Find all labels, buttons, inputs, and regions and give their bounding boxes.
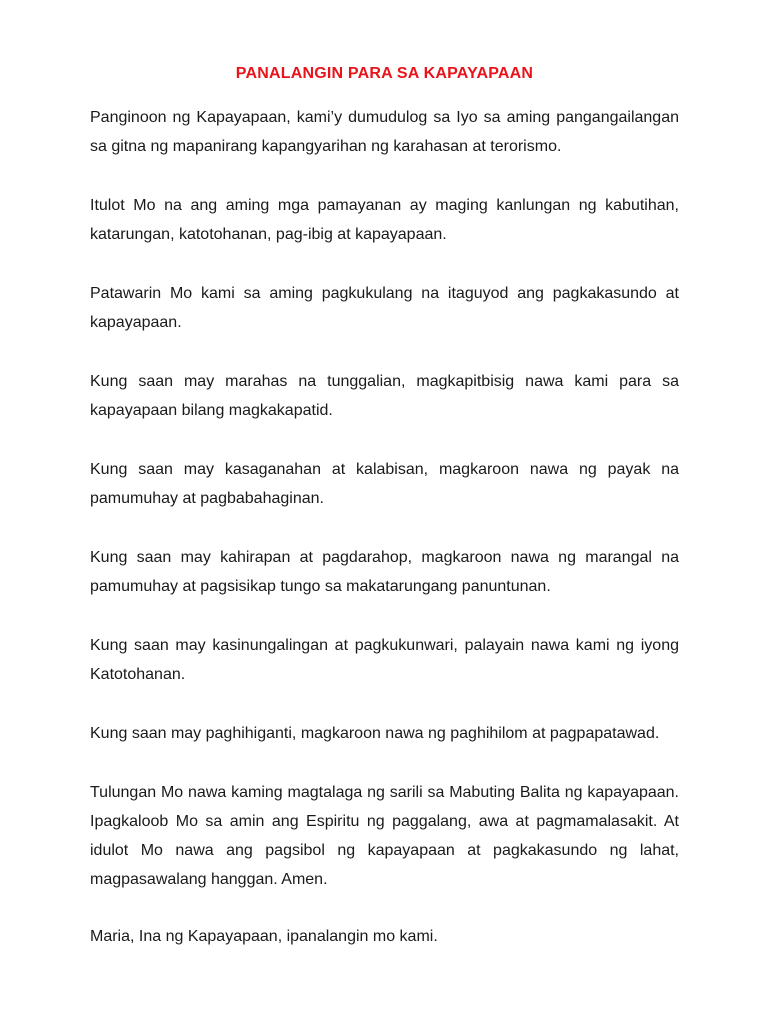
paragraph-9: Tulungan Mo nawa kaming magtalaga ng sarili sa Mabuting Balita ng kapayapaan. Ipagkaloob Mo sa amin ang Espiritu ng paggalang, awa at pagmamalasakit. At idulot Mo nawa ang pagsibol ng kapayapaan at pagkakasundo ng lahat, magpasawalang hanggan. Amen. xyxy=(90,784,679,888)
document-title: PANALANGIN PARA SA KAPAYAPAAN xyxy=(235,65,534,82)
paragraph-8: Kung saan may paghihiganti, magkaroon nawa ng paghihilom at pagpapatawad. xyxy=(90,725,660,742)
paragraph-7: Kung saan may kasinungalingan at pagkukunwari, palayain nawa kami ng iyong Katotohanan. xyxy=(90,637,679,683)
paragraph-1: Panginoon ng Kapayapaan, kami’y dumudulog sa Iyo sa aming pangangailangan sa gitna ng mapanirang kapangyarihan ng karahasan at terorismo. xyxy=(90,109,679,155)
paragraph-6: Kung saan may kahirapan at pagdarahop, magkaroon nawa ng marangal na pamumuhay at pagsisikap tungo sa makatarungang panuntunan. xyxy=(90,549,679,595)
paragraph-5: Kung saan may kasaganahan at kalabisan, magkaroon nawa ng payak na pamumuhay at pagbabahaginan. xyxy=(90,461,679,507)
paragraph-3: Patawarin Mo kami sa aming pagkukulang na itaguyod ang pagkakasundo at kapayapaan. xyxy=(90,285,679,331)
paragraph-10: Maria, Ina ng Kapayapaan, ipanalangin mo kami. xyxy=(90,928,438,945)
paragraph-4: Kung saan may marahas na tunggalian, magkapitbisig nawa kami para sa kapayapaan bilang magkakapatid. xyxy=(90,373,679,419)
paragraph-2: Itulot Mo na ang aming mga pamayanan ay maging kanlungan ng kabutihan, katarungan, katotohanan, pag-ibig at kapayapaan. xyxy=(90,197,679,243)
